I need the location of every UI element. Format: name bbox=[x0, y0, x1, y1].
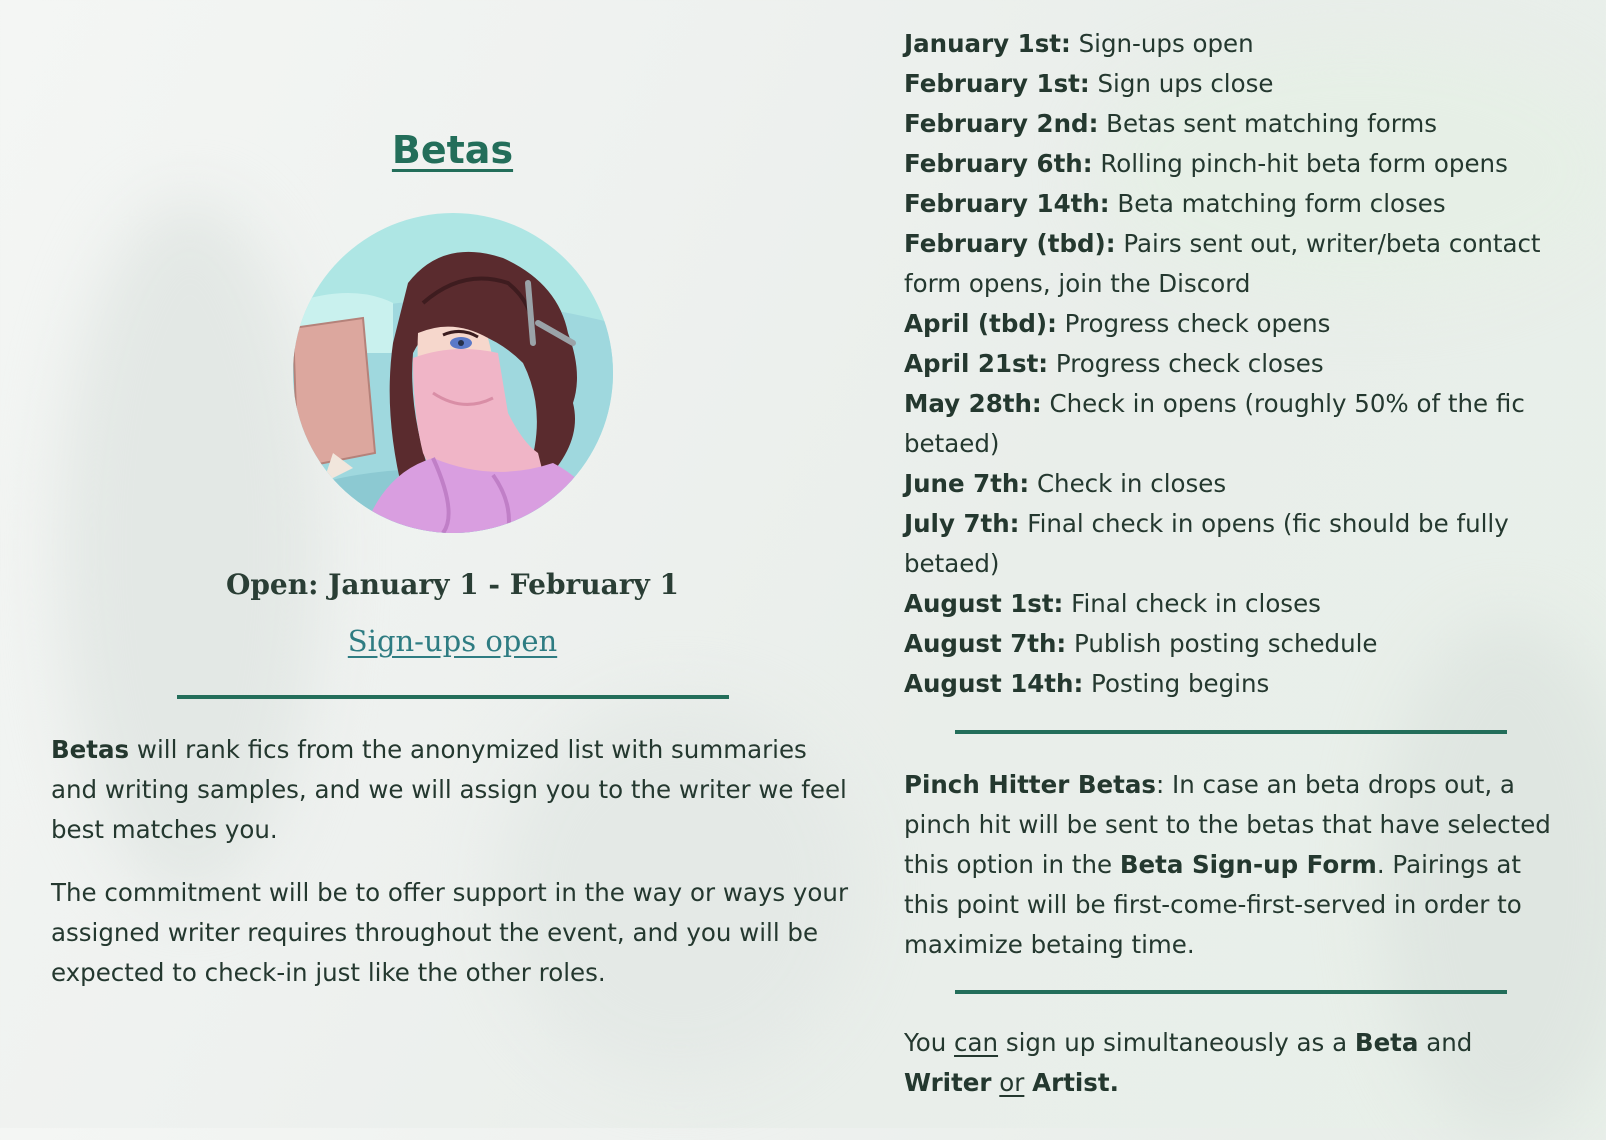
pinch-text-2: . Pairings at this point will be first-come-first-served in order to maximize betaing time. bbox=[904, 850, 1522, 959]
commitment-description bbox=[51, 873, 856, 993]
timeline-row bbox=[904, 304, 1584, 344]
timeline-event: Check in opens (roughly 50% of the fic betaed) bbox=[904, 389, 1525, 458]
timeline-event: Final check in opens (fic should be fully betaed) bbox=[904, 509, 1509, 578]
avatar-illustration bbox=[293, 213, 613, 533]
pinch-hitter-paragraph bbox=[904, 765, 1564, 965]
timeline-row bbox=[904, 664, 1584, 704]
portrait-image bbox=[293, 213, 613, 533]
right-divider-1 bbox=[955, 730, 1507, 734]
timeline-date: August 1st: bbox=[904, 589, 1064, 618]
writer-bold: Writer bbox=[904, 1068, 992, 1097]
timeline-row bbox=[904, 624, 1584, 664]
timeline-event: Progress check closes bbox=[1048, 349, 1324, 378]
timeline-row bbox=[904, 464, 1584, 504]
timeline-row bbox=[904, 64, 1584, 104]
timeline-date: August 14th: bbox=[904, 669, 1084, 698]
timeline-date: April 21st: bbox=[904, 349, 1049, 378]
timeline-event: Rolling pinch-hit beta form opens bbox=[1092, 149, 1508, 178]
open-dates: Open: January 1 - February 1 bbox=[225, 568, 680, 601]
timeline-date: April (tbd): bbox=[904, 309, 1057, 338]
timeline-date: February 2nd: bbox=[904, 109, 1099, 138]
timeline-date: June 7th: bbox=[904, 469, 1030, 498]
simul-text-2: sign up simultaneously as a bbox=[998, 1028, 1355, 1057]
beta-signup-form-bold: Beta Sign-up Form bbox=[1119, 850, 1377, 879]
betas-description-text: will rank fics from the anonymized list with summaries and writing samples, and we will assign you to the writer we feel best matches you. bbox=[51, 735, 847, 844]
timeline-row bbox=[904, 24, 1584, 64]
timeline-event: Progress check opens bbox=[1056, 309, 1331, 338]
timeline-event: Check in closes bbox=[1029, 469, 1227, 498]
timeline-row bbox=[904, 504, 1584, 584]
timeline-event: Posting begins bbox=[1083, 669, 1270, 698]
timeline-row bbox=[904, 224, 1584, 304]
betas-bold: Betas bbox=[51, 735, 130, 764]
timeline-row bbox=[904, 584, 1584, 624]
timeline-date: February 1st: bbox=[904, 69, 1090, 98]
left-divider bbox=[177, 695, 729, 699]
signups-open-link[interactable]: Sign-ups open bbox=[347, 624, 558, 658]
timeline-date: July 7th: bbox=[904, 509, 1020, 538]
timeline-event: Sign-ups open bbox=[1070, 29, 1254, 58]
timeline-row bbox=[904, 384, 1584, 464]
page-title[interactable]: Betas bbox=[391, 128, 514, 172]
timeline-date: May 28th: bbox=[904, 389, 1042, 418]
timeline-event: Betas sent matching forms bbox=[1098, 109, 1438, 138]
or-underlined: or bbox=[999, 1068, 1025, 1097]
pinch-text-1: : In case an beta drops out, a pinch hit will be sent to the betas that have selected this option in the bbox=[904, 770, 1551, 879]
simul-text-1: You bbox=[904, 1028, 955, 1057]
simul-text-5 bbox=[1024, 1068, 1032, 1097]
timeline-list bbox=[904, 24, 1584, 704]
timeline-row bbox=[904, 104, 1584, 144]
timeline-row bbox=[904, 344, 1584, 384]
timeline-event: Publish posting schedule bbox=[1066, 629, 1378, 658]
timeline-event: Sign ups close bbox=[1089, 69, 1274, 98]
artist-bold: Artist. bbox=[1032, 1068, 1119, 1097]
timeline-row bbox=[904, 184, 1584, 224]
right-divider-2 bbox=[955, 990, 1507, 994]
timeline-row bbox=[904, 144, 1584, 184]
beta-bold: Beta bbox=[1354, 1028, 1419, 1057]
betas-description bbox=[51, 730, 851, 850]
commitment-text: The commitment will be to offer support in the way or ways your assigned writer requires throughout the event, and you will be expected to check-in just like the other roles. bbox=[51, 878, 849, 987]
timeline-date: January 1st: bbox=[904, 29, 1071, 58]
timeline-event: Pairs sent out, writer/beta contact form opens, join the Discord bbox=[904, 229, 1541, 298]
simul-text-3: and bbox=[1418, 1028, 1473, 1057]
pinch-hitter-bold: Pinch Hitter Betas bbox=[904, 770, 1156, 799]
timeline-event: Final check in closes bbox=[1063, 589, 1321, 618]
can-underlined: can bbox=[954, 1028, 999, 1057]
timeline-date: February 6th: bbox=[904, 149, 1093, 178]
timeline-date: February (tbd): bbox=[904, 229, 1116, 258]
simultaneous-signup-paragraph bbox=[904, 1023, 1564, 1103]
timeline-date: February 14th: bbox=[904, 189, 1110, 218]
timeline-event: Beta matching form closes bbox=[1109, 189, 1446, 218]
timeline-date: August 7th: bbox=[904, 629, 1067, 658]
